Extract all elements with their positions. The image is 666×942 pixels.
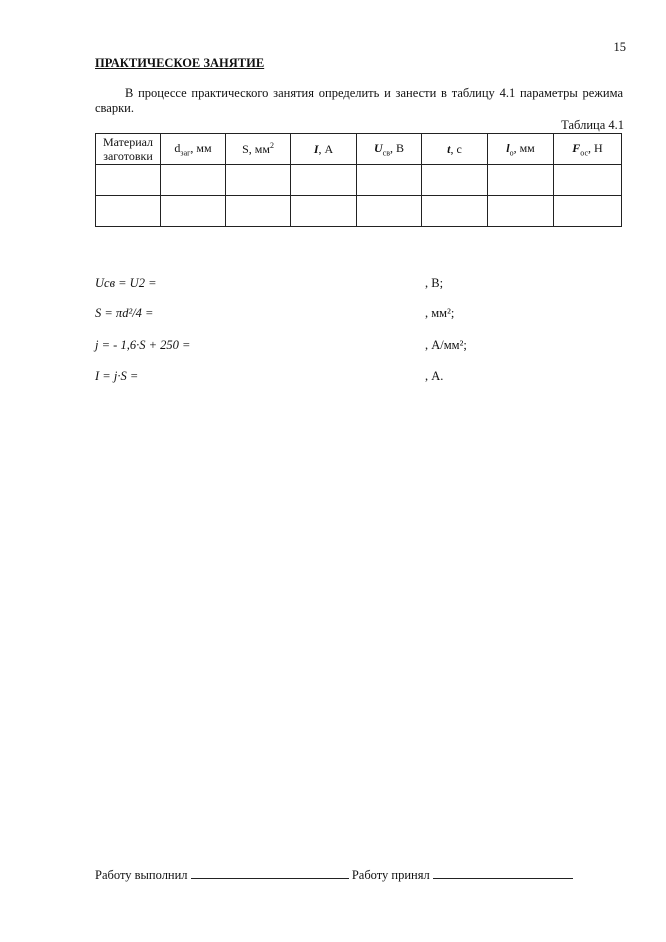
header-current bbox=[291, 134, 357, 165]
header-material-line2: заготовки bbox=[103, 149, 153, 163]
page-number: 15 bbox=[613, 40, 626, 54]
table-header-row bbox=[96, 134, 622, 165]
table-cell[interactable] bbox=[226, 165, 291, 196]
table-cell[interactable] bbox=[422, 165, 488, 196]
header-current-unit: , А bbox=[318, 141, 334, 156]
intro-paragraph: В процессе практического занятия определить и занести в таблицу 4.1 параметры режима сварки. bbox=[95, 86, 623, 115]
header-current-symbol: I bbox=[313, 141, 319, 156]
table-cell[interactable] bbox=[422, 196, 488, 227]
table-cell[interactable] bbox=[226, 196, 291, 227]
table-cell[interactable] bbox=[161, 165, 226, 196]
table-cell[interactable] bbox=[291, 196, 357, 227]
formula-voltage: Uсв = U2 = bbox=[95, 276, 157, 290]
header-length bbox=[488, 134, 554, 165]
header-area-label: S, мм bbox=[242, 142, 270, 156]
header-time bbox=[422, 134, 488, 165]
header-voltage-symbol: U bbox=[373, 140, 383, 155]
table-cell[interactable] bbox=[488, 165, 554, 196]
header-area-sup: 2 bbox=[269, 141, 274, 150]
header-area bbox=[226, 134, 291, 165]
table-row bbox=[96, 165, 622, 196]
table-cell[interactable] bbox=[554, 196, 622, 227]
table-cell[interactable] bbox=[96, 165, 161, 196]
table-cell[interactable] bbox=[488, 196, 554, 227]
table-row bbox=[96, 196, 622, 227]
header-force-sub: ос bbox=[580, 148, 589, 158]
header-force-symbol: F bbox=[572, 140, 581, 155]
performed-label: Работу выполнил bbox=[95, 868, 188, 882]
table-cell[interactable] bbox=[161, 196, 226, 227]
header-diameter-symbol: d bbox=[174, 140, 181, 155]
header-voltage bbox=[357, 134, 422, 165]
header-voltage-sub: св bbox=[382, 148, 390, 158]
accepted-signature-line[interactable] bbox=[433, 866, 573, 879]
table-cell[interactable] bbox=[357, 165, 422, 196]
formula-area: S = πd²/4 = bbox=[95, 306, 154, 320]
table-cell[interactable] bbox=[291, 165, 357, 196]
formula-current: I = j·S = bbox=[95, 369, 139, 383]
formula-current-density-unit: , А/мм²; bbox=[425, 338, 467, 352]
header-length-symbol: l bbox=[506, 140, 510, 155]
header-length-sub: о bbox=[509, 148, 514, 158]
header-length-unit: , мм bbox=[513, 140, 535, 155]
formula-current-density: j = - 1,6·S + 250 = bbox=[95, 338, 191, 352]
signature-footer bbox=[95, 866, 573, 883]
header-time-unit: , с bbox=[450, 141, 462, 156]
header-force-unit: , Н bbox=[588, 140, 603, 155]
formula-area-unit: , мм²; bbox=[425, 306, 455, 320]
header-time-symbol: t bbox=[447, 141, 451, 156]
formula-voltage-unit: , В; bbox=[425, 276, 444, 290]
header-diameter bbox=[161, 134, 226, 165]
table-cell[interactable] bbox=[554, 165, 622, 196]
accepted-label: Работу принял bbox=[351, 868, 430, 882]
header-force bbox=[554, 134, 622, 165]
table-cell[interactable] bbox=[96, 196, 161, 227]
header-voltage-unit: , В bbox=[389, 140, 404, 155]
page-title: ПРАКТИЧЕСКОЕ ЗАНЯТИЕ bbox=[95, 56, 265, 70]
table-cell[interactable] bbox=[357, 196, 422, 227]
formula-current-unit: , А. bbox=[425, 369, 444, 383]
header-material bbox=[96, 134, 161, 165]
table-caption: Таблица 4.1 bbox=[561, 118, 624, 132]
header-material-line1: Материал bbox=[102, 135, 154, 149]
header-diameter-sub: заг bbox=[180, 148, 191, 158]
performed-signature-line[interactable] bbox=[191, 866, 349, 879]
parameters-table bbox=[95, 133, 622, 227]
header-diameter-unit: , мм bbox=[190, 140, 212, 155]
